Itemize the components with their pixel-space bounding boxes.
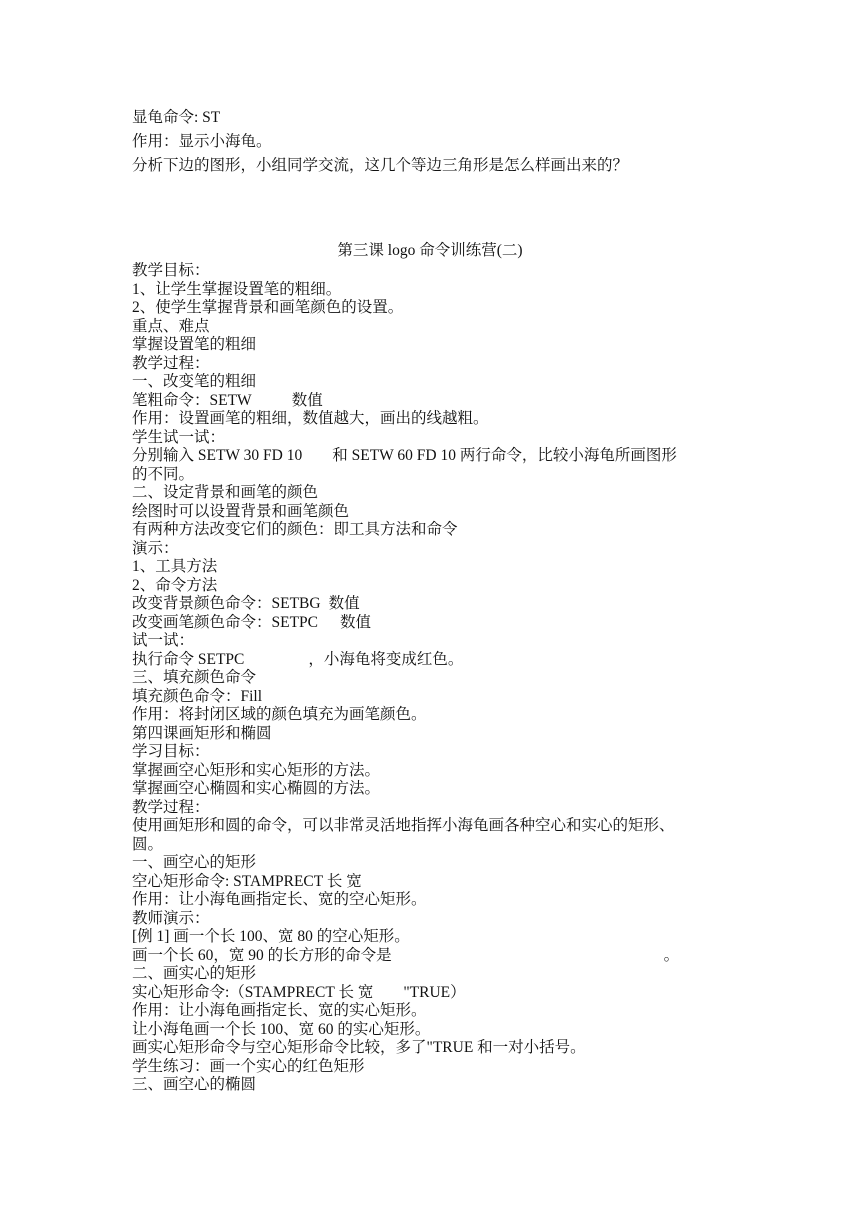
text-line xyxy=(132,984,732,1003)
value-placeholder: 数值 xyxy=(340,613,372,631)
text-line: 绘图时可以设置背景和画笔颜色 xyxy=(132,502,350,520)
text-line: 作用：让小海龟画指定长、宽的空心矩形。 xyxy=(132,891,427,908)
answer-blank-end: 。 xyxy=(663,946,680,964)
text-line xyxy=(132,447,732,466)
text-line: 教学过程： xyxy=(132,798,210,816)
text-line xyxy=(132,614,732,633)
triangle-question: 分析下边的图形，小组同学交流，这几个等边三角形是怎么样画出来的？ xyxy=(132,157,629,174)
text-line: [例 1] 画一个长 100、宽 80 的空心矩形。 xyxy=(132,928,410,945)
setpc-result: ，小海龟将变成红色。 xyxy=(308,650,464,668)
setw-command: 笔粗命令：SETW xyxy=(132,391,252,409)
text-line: 空心矩形命令: STAMPRECT 长 宽 xyxy=(132,872,362,890)
text-line: 教师演示： xyxy=(132,909,210,927)
text-line: 有两种方法改变它们的颜色：即工具方法和命令 xyxy=(132,521,458,538)
text-line: 画实心矩形命令与空心矩形命令比较，多了"TRUE 和一对小括号。 xyxy=(132,1039,586,1056)
text-line: 1、让学生掌握设置笔的粗细。 xyxy=(132,280,342,298)
setpc-exercise: 执行命令 SETPC xyxy=(132,650,245,668)
text-line: 试一试： xyxy=(132,632,195,649)
section-heading: 一、画空心的矩形 xyxy=(132,854,257,871)
setw-example-2: 和 SETW 60 FD 10 两行命令，比较小海龟所画图形 xyxy=(332,447,677,464)
lesson-body xyxy=(132,262,732,1095)
section-heading: 二、画实心的矩形 xyxy=(132,965,257,982)
text-line xyxy=(132,392,732,411)
text-line: 学生试一试： xyxy=(132,428,226,446)
lesson3-title: 第三课 logo 命令训练营(二) xyxy=(337,242,523,259)
text-line: 的不同。 xyxy=(132,465,195,483)
text-line: 作用：让小海龟画指定长、宽的实心矩形。 xyxy=(132,1002,427,1019)
solid-rect-command: 实心矩形命令:（STAMPRECT 长 宽 xyxy=(132,983,374,1001)
setbg-command: 改变背景颜色命令：SETBG xyxy=(132,595,321,612)
text-line: 使用画矩形和圆的命令，可以非常灵活地指挥小海龟画各种空心和实心的矩形、 xyxy=(132,817,675,834)
value-placeholder: 数值 xyxy=(291,391,323,409)
text-line xyxy=(132,595,732,614)
true-flag: "TRUE） xyxy=(403,983,466,1001)
rectangle-question: 画一个长 60，宽 90 的长方形的命令是 xyxy=(132,946,392,964)
text-line: 作用：设置画笔的粗细，数值越大，画出的线越粗。 xyxy=(132,410,489,427)
text-line xyxy=(132,651,732,670)
section-heading: 一、改变笔的粗细 xyxy=(132,373,257,390)
text-line: 教学过程： xyxy=(132,354,210,372)
text-line xyxy=(132,947,732,966)
text-line: 1、工具方法 xyxy=(132,558,218,575)
lesson4-title: 第四课画矩形和椭圆 xyxy=(132,724,272,742)
section-heading: 三、填充颜色命令 xyxy=(132,669,257,686)
text-line: 学习目标： xyxy=(132,743,210,760)
setw-example-1: 分别输入 SETW 30 FD 10 xyxy=(132,447,303,464)
text-line: 让小海龟画一个长 100、宽 60 的实心矩形。 xyxy=(132,1020,431,1038)
show-turtle-effect: 作用：显示小海龟。 xyxy=(132,133,272,150)
text-line: 教学目标： xyxy=(132,262,210,279)
text-line: 掌握设置笔的粗细 xyxy=(132,336,257,353)
text-line: 重点、难点 xyxy=(132,317,210,335)
section-heading: 二、设定背景和画笔的颜色 xyxy=(132,484,319,501)
section-heading: 三、画空心的椭圆 xyxy=(132,1076,257,1093)
text-line: 填充颜色命令：Fill xyxy=(132,687,263,705)
text-line: 掌握画空心椭圆和实心椭圆的方法。 xyxy=(132,780,381,797)
text-line: 圆。 xyxy=(132,835,164,853)
text-line: 演示： xyxy=(132,539,179,557)
value-placeholder: 数值 xyxy=(328,595,360,612)
text-line: 作用：将封闭区域的颜色填充为画笔颜色。 xyxy=(132,706,427,723)
text-line: 2、命令方法 xyxy=(132,576,218,594)
setpc-command: 改变画笔颜色命令：SETPC xyxy=(132,613,319,631)
text-line: 2、使学生掌握背景和画笔颜色的设置。 xyxy=(132,299,404,316)
show-turtle-command: 显龟命令: ST xyxy=(132,109,221,126)
text-line: 学生练习：画一个实心的红色矩形 xyxy=(132,1057,365,1075)
text-line: 掌握画空心矩形和实心矩形的方法。 xyxy=(132,761,381,779)
intro-section xyxy=(132,106,772,178)
